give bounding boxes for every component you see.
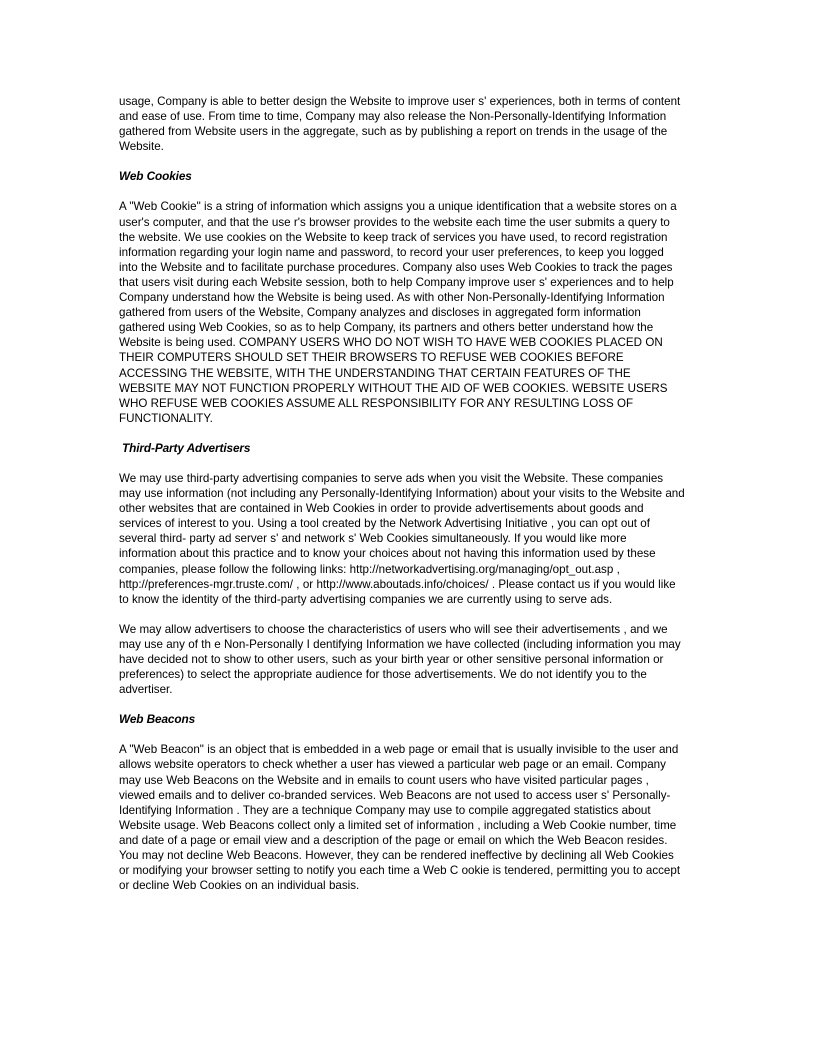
paragraph-web-beacons-body: A "Web Beacon" is an object that is embedded in a web page or email that is usually invisible to the user and allows website operators to check whether a user has viewed a particular web page or an email. Company may use Web Beacons on the Website and in emails to count users who have visited particular pages , viewed emails and to deliver co-branded services. Web Beacons are not used to access user s' Personally-Identifying Information . They are a technique Company may use to compile aggregated statistics about Website usage. Web Beacons collect only a limited set of information , including a Web Cookie number, time and date of a page or email view and a description of the page or email on which the Web Beacon resides. You may not decline Web Beacons. However, they can be rendered ineffective by declining all Web Cookies or modifying your browser setting to notify you each time a Web C ookie is tendered, permitting you to accept or decline Web Cookies on an individual basis. — [119, 743, 681, 893]
heading-web-cookies: Web Cookies — [119, 169, 192, 184]
heading-third-party-advertisers: Third-Party Advertisers — [122, 440, 251, 455]
paragraph-third-party-advertisers-body: We may use third-party advertising companies to serve ads when you visit the Website. These companies may use information (not including any Personally-Identifying Information) about your visits to the Website and other websites that are contained in Web Cookies in order to provide advertisements about goods and services of interest to you. Using a tool created by the Network Advertising Initiative , you can opt out of several third- party ad server s' and network s' Web Cookies simultaneously. If you would like more information about this practice and to know your choices about not having this information used by these companies, please follow the following links: http://networkadvertising.org/managing/opt_out.asp , http://preferences-mgr.truste.com/ , or http://www.aboutads.info/choices/ . Please contact us if you would like to know the identity of the third-party advertising companies we are currently using to serve ads. — [119, 471, 685, 606]
heading-web-beacons: Web Beacons — [119, 712, 196, 727]
paragraph-web-cookies-body: A "Web Cookie" is a string of information which assigns you a unique identification that a website stores on a user's computer, and that the use r's browser provides to the website each time the user submits a query to the website. We use cookies on the Website to keep track of services you have used, to record registration information regarding your login name and password, to record your user preferences, to keep you logged into the Website and to facilitate purchase procedures. Company also uses Web Cookies to track the pages that users visit during each Website session, both to help Company improve user s' experiences and to help Company understand how the Website is being used. As with other Non-Personally-Identifying Information gathered from users of the Website, Company analyzes and discloses in aggregated form information gathered using Web Cookies, so as to help Company, its partners and others better understand how the Website is being used. COMPANY USERS WHO DO NOT WISH TO HAVE WEB COOKIES PLACED ON THEIR COMPUTERS SHOULD SET THEIR BROWSERS TO REFUSE WEB COOKIES BEFORE ACCESSING THE WEBSITE, WITH THE UNDERSTANDING THAT CERTAIN FEATURES OF THE WEBSITE MAY NOT FUNCTION PROPERLY WITHOUT THE AID OF WEB COOKIES. WEBSITE USERS WHO REFUSE WEB COOKIES ASSUME ALL RESPONSIBILITY FOR ANY RESULTING LOSS OF FUNCTIONALITY. — [119, 200, 677, 425]
paragraph-advertiser-targeting: We may allow advertisers to choose the characteristics of users who will see their advertisements , and we may use any of th e Non-Personally I dentifying Information we have collected (including information you may have decided not to show to other users, such as your birth year or other sensitive personal information or preferences) to select the appropriate audience for those advertisements. We do not identify you to the advertiser. — [119, 622, 681, 697]
document-text-column — [119, 94, 685, 893]
paragraph-usage-aggregate: usage, Company is able to better design the Website to improve user s' experiences, both in terms of content and ease of use. From time to time, Company may also release the Non-Personally-Identifying Information gathered from Website users in the aggregate, such as by publishing a report on trends in the usage of the Website. — [119, 95, 681, 154]
